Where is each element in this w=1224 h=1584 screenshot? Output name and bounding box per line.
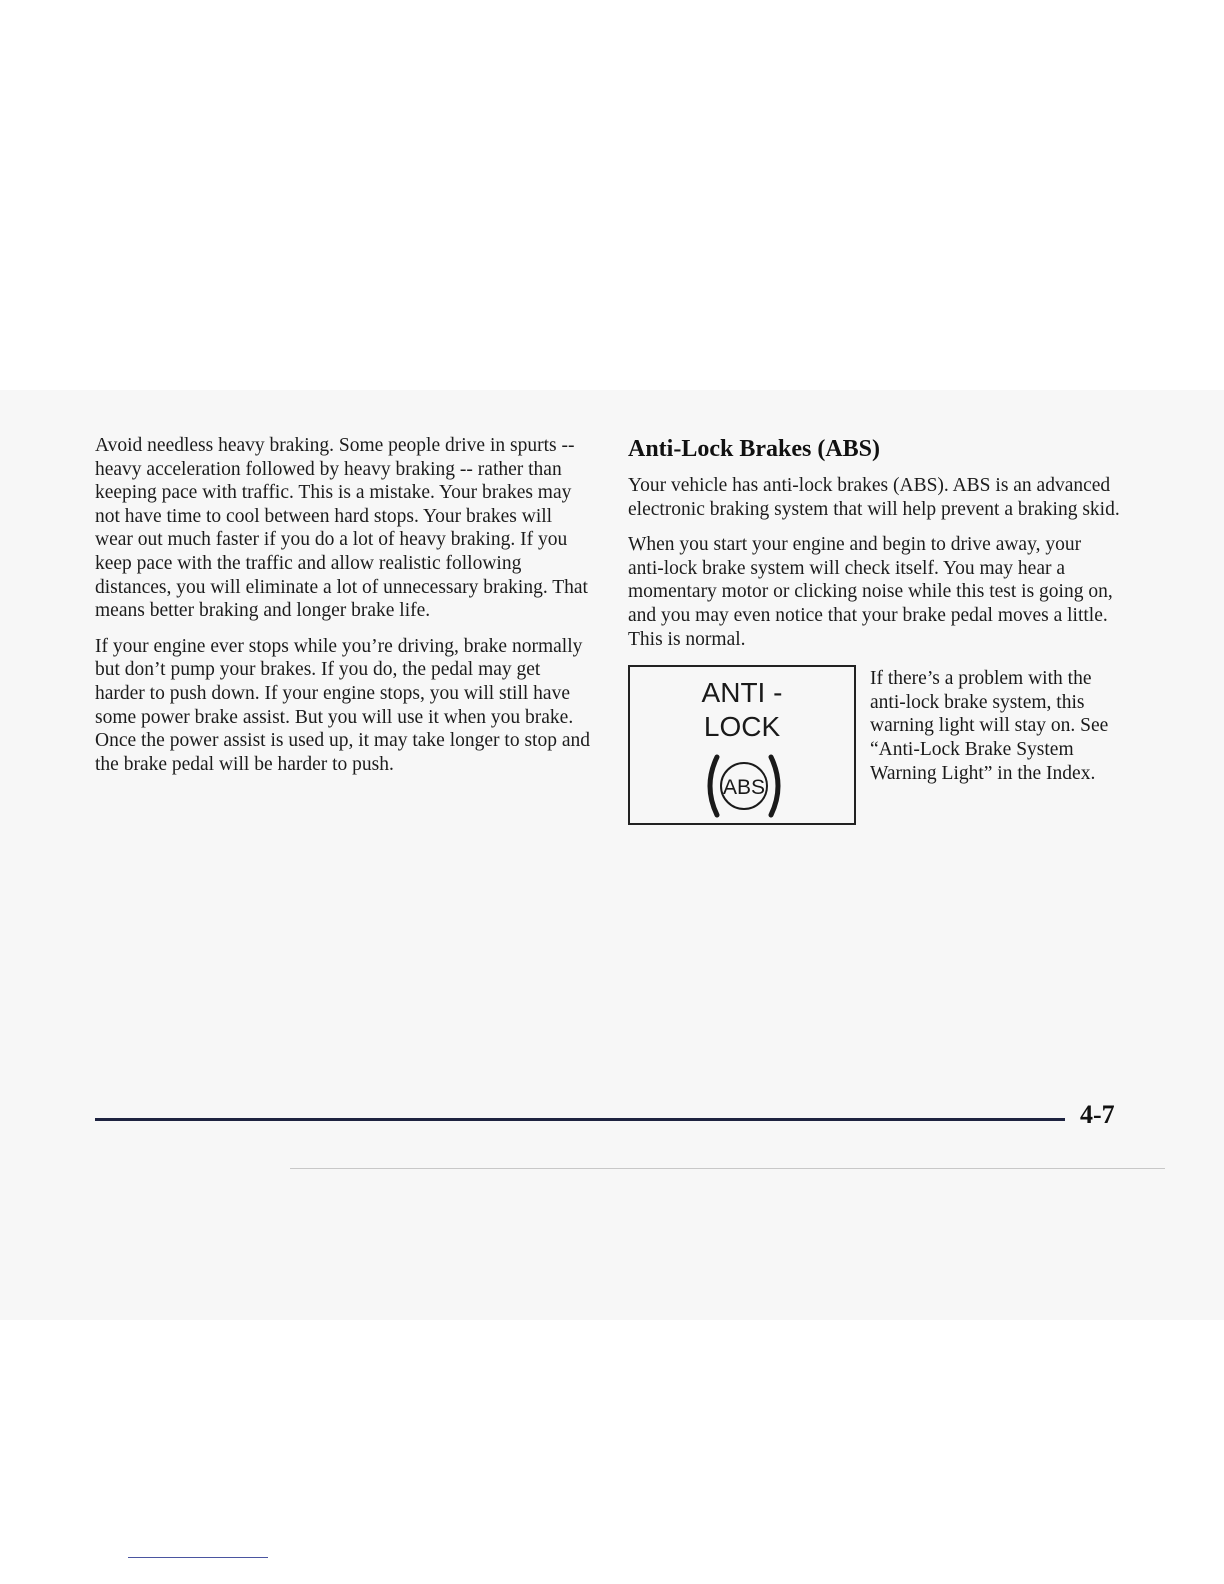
paragraph-abs-check: When you start your engine and begin to drive away, your anti-lock brake system will check itself. You may hear a momentary motor or clicking noise while this test is going on, and you may even notice that your brake pedal moves a little. This is normal. xyxy=(628,534,1113,650)
footer-rule xyxy=(95,1118,1065,1121)
warning-light-section xyxy=(628,665,1120,835)
paragraph-abs-intro: Your vehicle has anti-lock brakes (ABS). ABS is an advanced electronic braking system that will help prevent a braking skid. xyxy=(628,475,1120,520)
abs-warning-light-figure xyxy=(628,665,856,825)
warning-light-label-anti: ANTI - xyxy=(701,677,783,709)
left-column xyxy=(95,434,590,788)
right-column xyxy=(628,434,1120,835)
bottom-link-underline xyxy=(128,1557,268,1558)
paragraph-engine-stops: If your engine ever stops while you’re driving, brake normally but don’t pump your brakes. If you do, the pedal may get harder to push down. If your engine stops, you will still have some power brake assist. But you will use it when you brake. Once the power assist is used up, it may take longer to stop and the brake pedal will be harder to push. xyxy=(95,635,590,775)
abs-warning-icon xyxy=(701,753,787,819)
abs-icon-label: ABS xyxy=(722,776,766,800)
warning-light-description: If there’s a problem with the anti-lock brake system, this warning light will stay on. See “Anti-Lock Brake System Warning Light” in the Index. xyxy=(870,668,1109,784)
paragraph-heavy-braking: Avoid needless heavy braking. Some people drive in spurts -- heavy acceleration followed by heavy braking -- rather than keeping pace with traffic. This is a mistake. Your brakes may not have time to cool between hard stops. Your brakes will wear out much faster if you do a lot of heavy braking. If you keep pace with the traffic and allow realistic following distances, you will eliminate a lot of unnecessary braking. That means better braking and longer brake life. xyxy=(95,435,588,622)
section-heading-abs: Anti-Lock Brakes (ABS) xyxy=(628,436,881,462)
warning-light-label-lock: LOCK xyxy=(703,711,781,743)
page-number: 4-7 xyxy=(1080,1100,1115,1129)
scan-artifact-rule xyxy=(290,1168,1165,1169)
